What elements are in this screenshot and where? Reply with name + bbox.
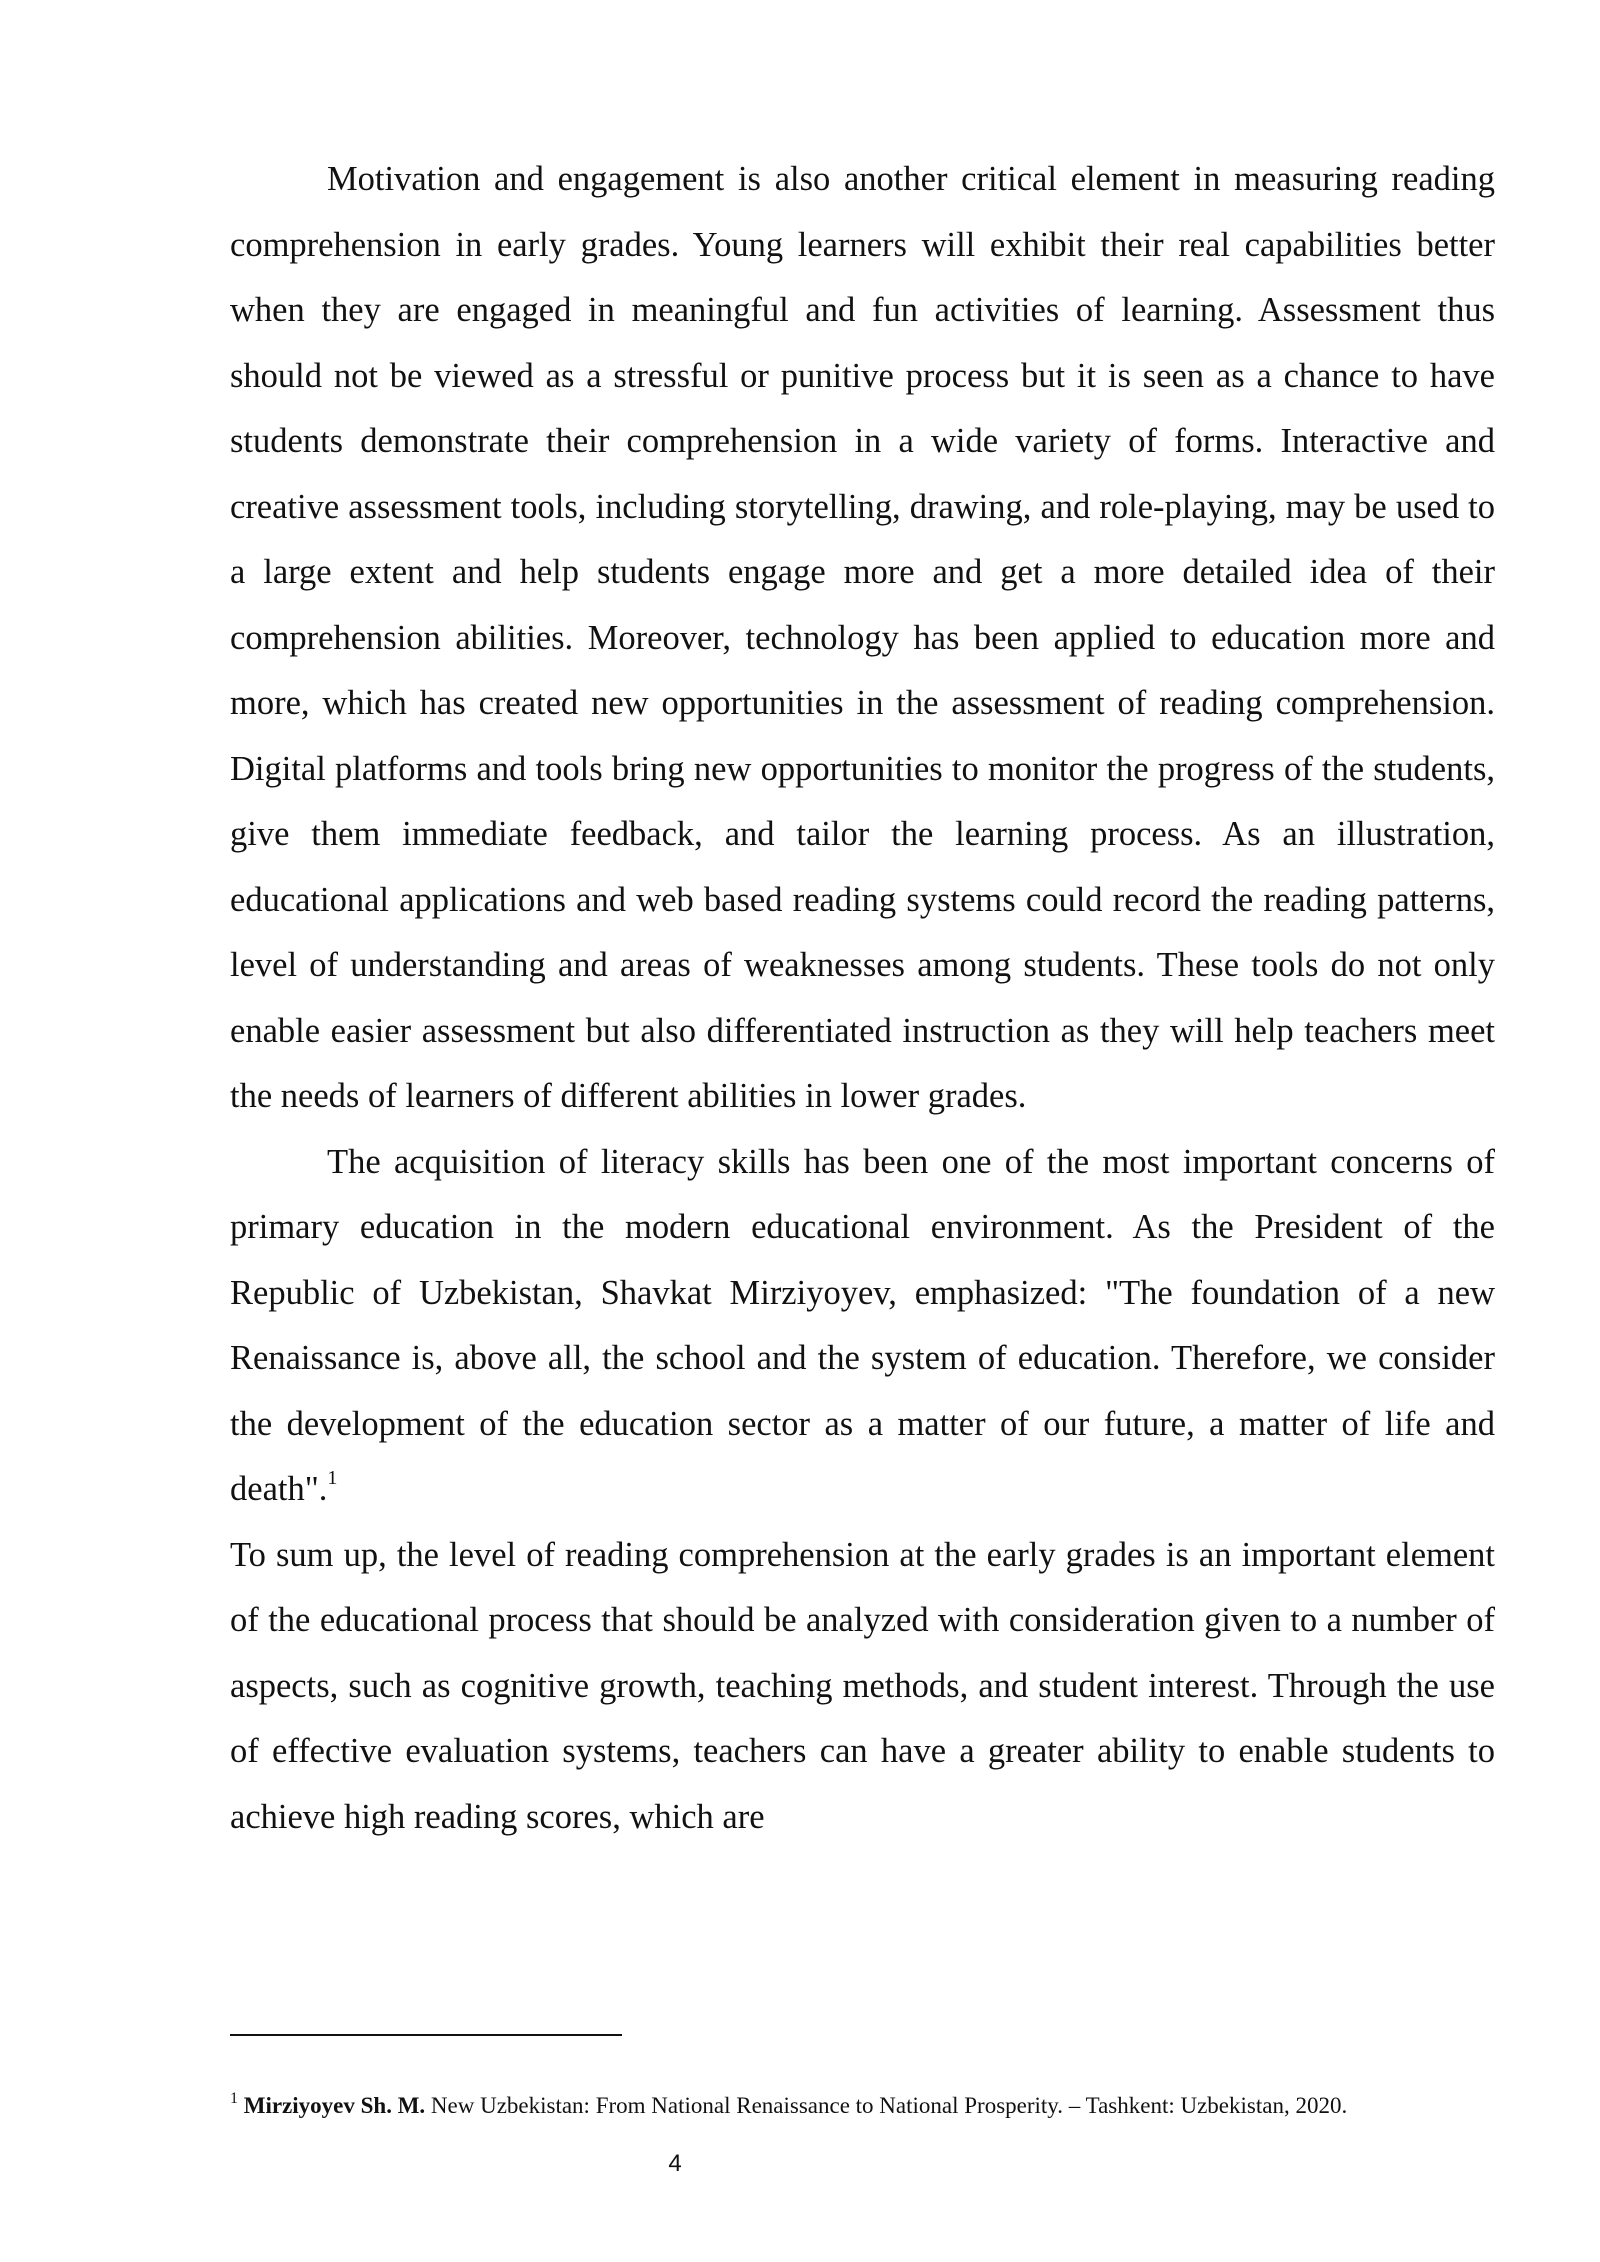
paragraph-literacy	[230, 1130, 1495, 1523]
paragraph-conclusion: To sum up, the level of reading comprehension at the early grades is an important element of the educational process that should be analyzed with consideration given to a number of aspects, such as cognitive growth, teaching methods, and student interest. Through the use of effective evaluation systems, teachers can have a greater ability to enable students to achieve high reading scores, which are	[230, 1535, 1495, 1836]
paragraph-motivation: Motivation and engagement is also another critical element in measuring reading comprehension in early grades. Young learners will exhibit their real capabilities better when they are engaged in meaningful and fun activities of learning. Assessment thus should not be viewed as a stressful or punitive process but it is seen as a chance to have students demonstrate their comprehension in a wide variety of forms. Interactive and creative assessment tools, including storytelling, drawing, and role-playing, may be used to a large extent and help students engage more and get a more detailed idea of their comprehension abilities. Moreover, technology has been applied to education more and more, which has created new opportunities in the assessment of reading comprehension. Digital platforms and tools bring new opportunities to monitor the progress of the students, give them immediate feedback, and tailor the learning process. As an illustration, educational applications and web based reading systems could record the reading patterns, level of understanding and areas of weaknesses among students. These tools do not only enable easier assessment but also differentiated instruction as they will help teachers meet the needs of learners of different abilities in lower grades.	[230, 160, 1495, 1115]
footnote	[230, 2091, 1530, 2121]
body-text	[230, 147, 1495, 1850]
footnote-citation: New Uzbekistan: From National Renaissance to National Prosperity. – Tashkent: Uzbekistan, 2020.	[425, 2093, 1348, 2118]
footnote-reference[interactable]: 1	[327, 1467, 338, 1489]
paragraph-literacy-text: The acquisition of literacy skills has been one of the most important concerns of primary education in the modern educational environment. As the President of the Republic of Uzbekistan, Shavkat Mirziyoyev, emphasized: "The foundation of a new Renaissance is, above all, the school and the system of education. Therefore, we consider the development of the education sector as a matter of our future, a matter of life and death".	[230, 1142, 1495, 1508]
footnote-separator	[230, 2034, 622, 2036]
page-number: 4	[668, 2150, 682, 2177]
footnote-number: 1	[230, 2090, 238, 2107]
footnote-author: Mirziyoyev Sh. M.	[243, 2093, 426, 2118]
